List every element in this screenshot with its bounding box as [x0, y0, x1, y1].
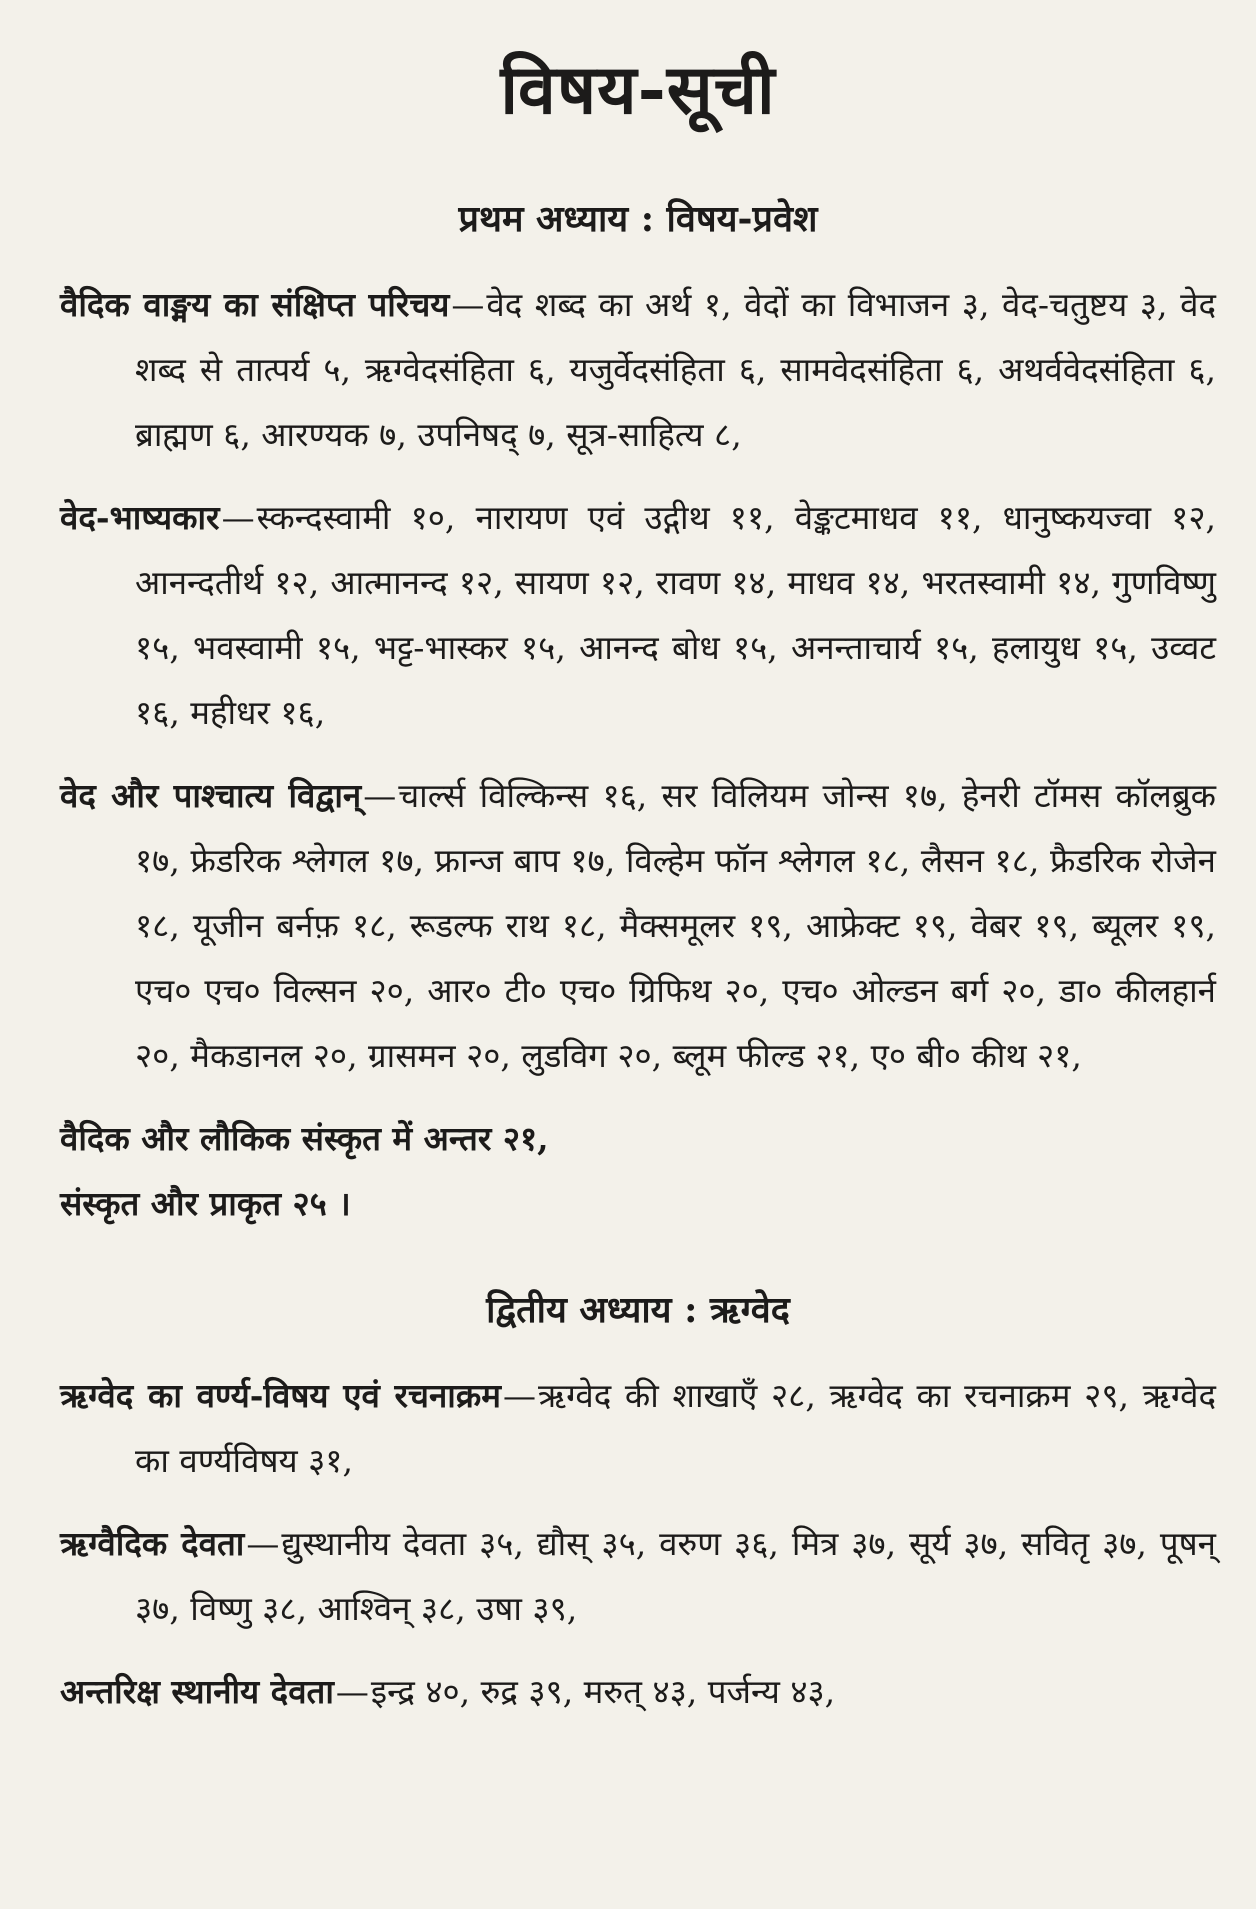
toc-entry [60, 1511, 1216, 1641]
entry-body: द्युस्थानीय देवता ३५, द्यौस् ३५, वरुण ३६, मित्र ३७, सूर्य ३७, सवितृ ३७, पूषन् ३७, विष्णु ३८, आश्विन् ३८, उषा ३९, [135, 1524, 1216, 1628]
toc-entry [60, 1106, 1216, 1171]
em-dash: — [363, 776, 397, 815]
entry-body: ऋग्वेद की शाखाएँ २८, ऋग्वेद का रचनाक्रम २९, ऋग्वेद का वर्ण्यविषय ३१, [135, 1376, 1216, 1480]
entry-heading: अन्तरिक्ष स्थानीय देवता [60, 1672, 334, 1711]
entry-body: इन्द्र ४०, रुद्र ३९, मरुत् ४३, पर्जन्य ४३, [370, 1672, 836, 1711]
entry-heading: वेद-भाष्यकार [60, 498, 220, 537]
entry-heading: वैदिक वाङ्मय का संक्षिप्त परिचय [60, 285, 450, 324]
toc-entry [60, 763, 1216, 1088]
toc-entry [60, 485, 1216, 745]
entry-body: वेद शब्द का अर्थ १, वेदों का विभाजन ३, वेद-चतुष्टय ३, वेद शब्द से तात्पर्य ५, ऋग्वेदसंहिता ६, यजुर्वेदसंहिता ६, सामवेदसंहिता ६, अथर्ववेदसंहिता ६, ब्राह्मण ६, आरण्यक ७, उपनिषद् ७, सूत्र-साहित्य ८, [135, 285, 1217, 454]
toc-entry [60, 272, 1216, 467]
entry-body: चार्ल्स विल्किन्स १६, सर विलियम जोन्स १७, हेनरी टॉमस कॉलब्रुक १७, फ्रेडरिक श्लेगल १७, फ्रान्ज बाप १७, विल्हेम फॉन श्लेगल १८, लैसन १८, फ्रैडरिक रोजेन १८, यूजीन बर्नफ़ १८, रूडल्फ राथ १८, मैक्समूलर १९, आफ्रेक्ट १९, वेबर १९, ब्यूलर १९, एच० एच० विल्सन २०, आर० टी० एच० ग्रिफिथ २०, एच० ओल्डन बर्ग २०, डा० कीलहार्न २०, मैकडानल २०, ग्रासमन २०, लुडविग २०, ब्लूम फील्ड २१, ए० बी० कीथ २१, [135, 776, 1216, 1075]
entry-heading: संस्कृत और प्राकृत २५ । [60, 1184, 351, 1223]
em-dash: — [335, 1672, 369, 1711]
entry-heading: ऋग्वैदिक देवता [60, 1524, 245, 1563]
chapter-heading: प्रथम अध्याय : विषय-प्रवेश [458, 198, 818, 240]
entry-heading: ऋग्वेद का वर्ण्य-विषय एवं रचनाक्रम [60, 1376, 501, 1415]
entry-heading: वैदिक और लौकिक संस्कृत में अन्तर २१, [60, 1119, 549, 1158]
toc-entry [60, 1363, 1216, 1493]
em-dash: — [246, 1524, 280, 1563]
em-dash: — [221, 498, 255, 537]
entry-heading: वेद और पाश्चात्य विद्वान् [60, 776, 362, 815]
em-dash: — [451, 285, 485, 324]
section-gap [60, 1254, 1216, 1284]
em-dash: — [502, 1376, 536, 1415]
toc-entry [60, 1659, 1216, 1724]
page-title: विषय-सूची [500, 50, 776, 130]
chapter-heading: द्वितीय अध्याय : ऋग्वेद [486, 1289, 790, 1331]
toc-entry [60, 1171, 1216, 1236]
entry-body: स्कन्दस्वामी १०, नारायण एवं उद्गीथ ११, वेङ्कटमाधव ११, धानुष्कयज्वा १२, आनन्दतीर्थ १२, आत्मानन्द १२, सायण १२, रावण १४, माधव १४, भरतस्वामी १४, गुणविष्णु १५, भवस्वामी १५, भट्ट-भास्कर १५, आनन्द बोध १५, अनन्ताचार्य १५, हलायुध १५, उव्वट १६, महीधर १६, [135, 498, 1216, 732]
